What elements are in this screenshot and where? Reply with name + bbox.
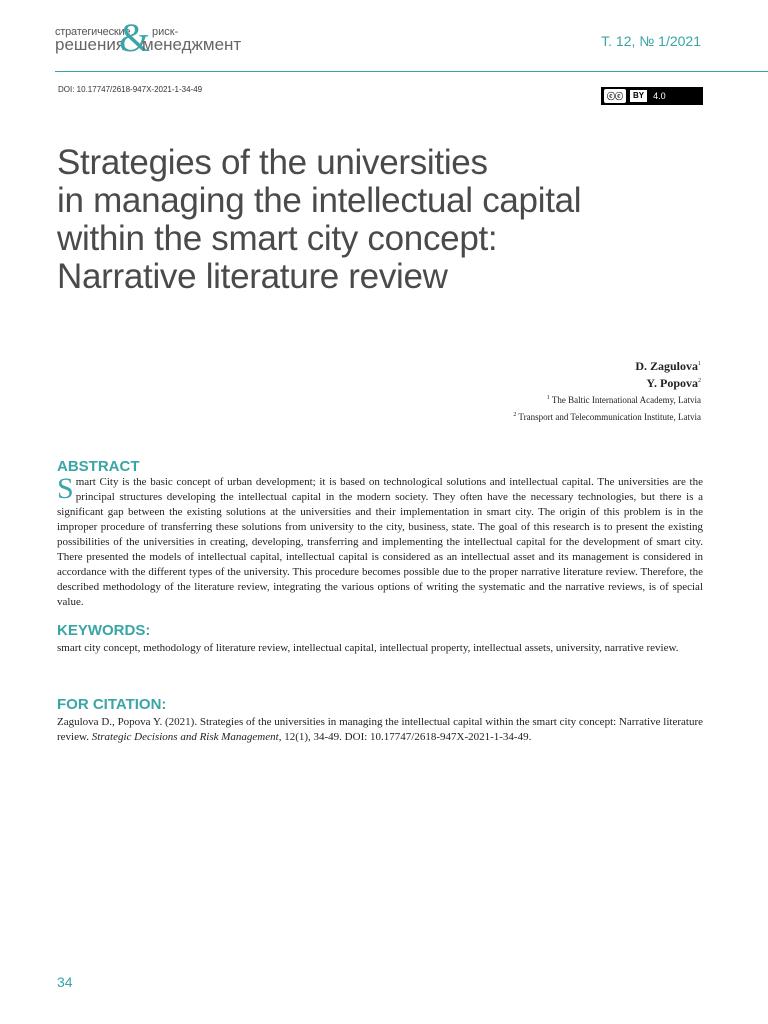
- journal-logo: [55, 15, 275, 60]
- header-divider: [55, 71, 768, 72]
- issue-number: Т. 12, № 1/2021: [601, 33, 701, 49]
- author-name: D. Zagulova$^1$: [635, 359, 701, 373]
- affiliation: $^1$ The Baltic International Academy, Latvia: [546, 395, 701, 405]
- logo-word-management: менеджмент: [142, 35, 242, 54]
- cc-icon: ⓒⓒ: [604, 89, 626, 103]
- logo-ampersand: &: [119, 15, 151, 60]
- citation-journal: Strategic Decisions and Risk Management: [91, 731, 279, 743]
- abstract-heading: ABSTRACT: [57, 458, 140, 475]
- logo-word-strategic: стратегические: [55, 26, 131, 38]
- title-line: Narrative literature review: [57, 257, 448, 296]
- cc-license-badge[interactable]: [601, 87, 703, 105]
- title-line: Strategies of the universities: [57, 143, 488, 182]
- cc-by-label: BY: [630, 90, 647, 102]
- logo-word-risk: риск-: [152, 26, 179, 38]
- logo-word-decisions: решения: [55, 35, 126, 54]
- title-line: within the smart city concept:: [57, 219, 498, 258]
- abstract-text: [57, 472, 703, 610]
- doi: DOI: 10.17747/2618-947X-2021-1-34-49: [58, 85, 203, 94]
- keywords-text: smart city concept, methodology of literature review, intellectual capital, intellectual property, intellectual assets, university, narrative review.: [57, 642, 679, 654]
- page-number: 34: [57, 974, 73, 990]
- keywords-heading: KEYWORDS:: [57, 622, 151, 639]
- citation-text: Zagulova D., Popova Y. (2021). Strategies of the universities in managing the intellectual capital within the smart city concept: Narrative literature review. Strategic Decisions and Risk Management, 12(1), 34-49. DOI: 10.17747/2618-947X-2021-1-34-49.: [57, 716, 703, 743]
- abstract-body: mart City is the basic concept of urban development; it is based on technological solutions and intellectual capital. The universities are the principal structures developing the intellectual capital in the modern society. They often have the necessary technologies, but there is a significant gap between the existing solutions at the universities and their implementation in smart city. The origin of this problem is in the improper procedure of transferring these solutions from university to the city, business, state. The goal of this research is to present the existing possibilities of the universities in creating, developing, transferring and implementing the intellectual capital for the development of smart city. There presented the models of intellectual capital, intellectual capital is considered as an intellectual asset and its management is considered in accordance with the different types of the university. This procedure becomes possible due to the proper narrative literature review. Therefore, the described methodology of the literature review, integrating the various options of writing the systematic and the narrative reviews, is of special value.: [57, 476, 703, 608]
- cc-version: 4.0: [653, 91, 666, 101]
- abstract-drop-cap: S: [57, 472, 74, 505]
- article-title: [57, 144, 717, 296]
- author-block: [513, 357, 701, 425]
- citation-heading: FOR CITATION:: [57, 696, 167, 713]
- author-name: Y. Popova$^2$: [646, 376, 701, 390]
- title-line: in managing the intellectual capital: [57, 181, 582, 220]
- affiliation: $^2$ Transport and Telecommunication Institute, Latvia: [513, 412, 701, 422]
